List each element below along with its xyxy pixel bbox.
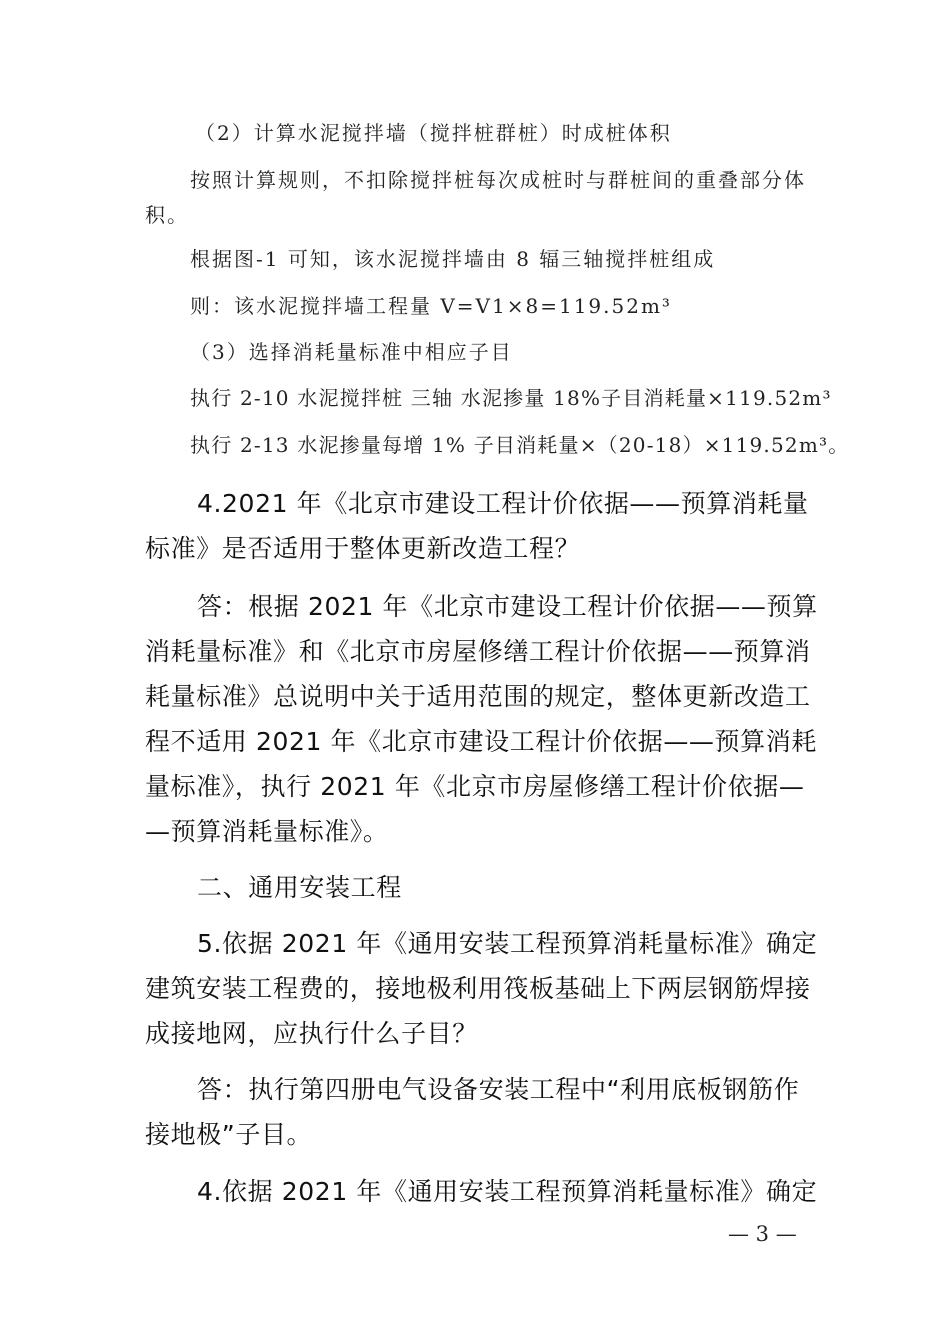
q4-answer-line-1: 答：根据 2021 年《北京市建设工程计价依据——预算 [197, 592, 818, 621]
calc-item3-heading: （3）选择消耗量标准中相应子目 [190, 340, 513, 364]
q4-answer-line-3: 耗量标准》总说明中关于适用范围的规定，整体更新改造工 [145, 682, 811, 711]
calc-figure-note: 根据图-1 可知，该水泥搅拌墙由 8 辐三轴搅拌桩组成 [190, 247, 716, 271]
q6-question-line-1: 4.依据 2021 年《通用安装工程预算消耗量标准》确定 [197, 1177, 818, 1206]
calc-rule-line-2: 积。 [145, 203, 189, 227]
q5-question-line-1: 5.依据 2021 年《通用安装工程预算消耗量标准》确定 [197, 929, 818, 958]
q4-question-line-2: 标准》是否适用于整体更新改造工程？ [145, 534, 581, 563]
section2-heading: 二、通用安装工程 [197, 873, 402, 902]
q4-answer-line-5: 量标准》，执行 2021 年《北京市房屋修缮工程计价依据— [145, 772, 805, 801]
q4-answer-line-2: 消耗量标准》和《北京市房屋修缮工程计价依据——预算消 [145, 637, 811, 666]
calc-item2-heading: （2）计算水泥搅拌墙（搅拌桩群桩）时成桩体积 [195, 121, 672, 145]
q5-answer-line-1: 答：执行第四册电气设备安装工程中“利用底板钢筋作 [197, 1075, 800, 1104]
q5-question-line-3: 成接地网，应执行什么子目？ [145, 1019, 478, 1048]
q5-answer-line-2: 接地极”子目。 [145, 1120, 313, 1149]
q4-question-line-1: 4.2021 年《北京市建设工程计价依据——预算消耗量 [197, 489, 809, 518]
calc-exec-line-1: 执行 2-10 水泥搅拌桩 三轴 水泥掺量 18%子目消耗量×119.52m³ [190, 386, 832, 410]
calc-exec-line-2: 执行 2-13 水泥掺量每增 1% 子目消耗量×（20-18）×119.52m³。 [190, 433, 850, 457]
page-number: — 3 — [728, 1222, 797, 1246]
calc-rule-line-1: 按照计算规则，不扣除搅拌桩每次成桩时与群桩间的重叠部分体 [190, 168, 806, 192]
q5-question-line-2: 建筑安装工程费的，接地极利用筏板基础上下两层钢筋焊接 [145, 974, 811, 1003]
q4-answer-line-6: —预算消耗量标准》。 [145, 817, 389, 846]
q4-answer-line-4: 程不适用 2021 年《北京市建设工程计价依据——预算消耗 [145, 727, 817, 756]
calc-volume-formula: 则：该水泥搅拌墙工程量 V=V1×8=119.52m³ [190, 294, 672, 318]
